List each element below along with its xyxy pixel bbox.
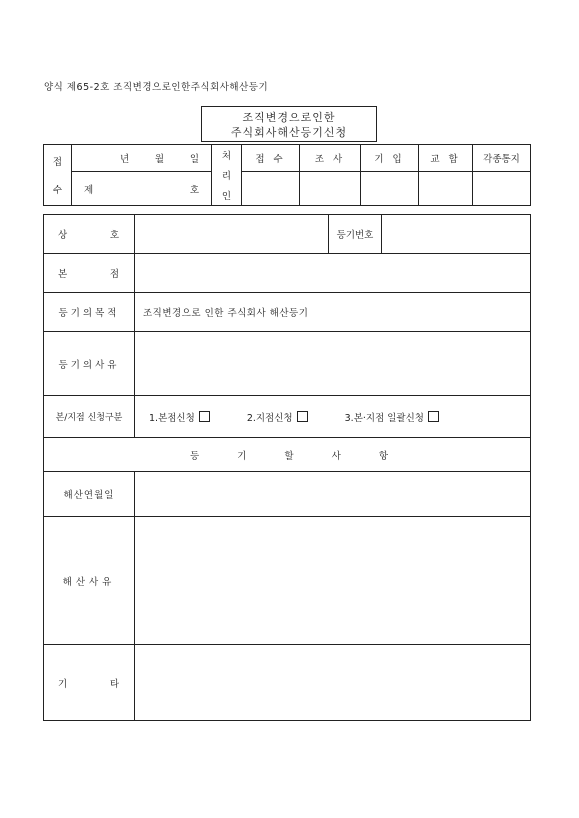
- option-both-label: 3.본·지점 일괄신청: [344, 412, 424, 424]
- dissolution-reason-label: 해산사유: [44, 517, 135, 645]
- trade-name-field[interactable]: [135, 215, 329, 254]
- checkbox-both[interactable]: [428, 411, 439, 422]
- investigation-stamp-cell[interactable]: [300, 172, 361, 206]
- dissolution-date-label: 해산연월일: [44, 472, 135, 517]
- number-prefix: 제: [84, 184, 94, 196]
- checkbox-head-office[interactable]: [199, 411, 210, 422]
- reception-char-1: 접: [52, 157, 63, 168]
- other-label: 기 타: [44, 645, 135, 721]
- title-line-1: 조직변경으로인한: [242, 111, 336, 124]
- dissolution-date-field[interactable]: [135, 472, 531, 517]
- option-both[interactable]: [345, 413, 439, 424]
- processing-header: [212, 145, 242, 206]
- year-label: 년: [120, 154, 130, 165]
- other-field[interactable]: [135, 645, 531, 721]
- application-type-label: 본/지점 신청구분: [44, 396, 135, 438]
- registration-number-field[interactable]: [382, 215, 531, 254]
- cause-label: 등기의사유: [44, 332, 135, 396]
- col-collation: 교 합: [419, 145, 473, 172]
- head-office-field[interactable]: [135, 254, 531, 293]
- cause-field[interactable]: [135, 332, 531, 396]
- application-type-options: [135, 396, 531, 438]
- dissolution-reason-field[interactable]: [135, 517, 531, 645]
- purpose-label: 등기의목적: [44, 293, 135, 332]
- option-head-office-label: 1.본점신청: [149, 412, 195, 424]
- purpose-value: 조직변경으로 인한 주식회사 해산등기: [135, 293, 531, 332]
- reception-header: [44, 145, 72, 206]
- reception-char-2: 수: [52, 185, 63, 196]
- form-id: 양식 제65-2호 조직변경으로인한주식회사해산등기: [44, 82, 269, 93]
- notices-stamp-cell[interactable]: [473, 172, 531, 206]
- heading-char-5: 항: [378, 450, 388, 462]
- head-office-label: 본 점: [44, 254, 135, 293]
- date-cell[interactable]: [72, 145, 212, 172]
- title-line-2: 주식회사해산등기신청: [230, 126, 348, 139]
- reception-table: [43, 144, 531, 206]
- day-label: 일: [189, 154, 199, 165]
- month-label: 월: [154, 154, 165, 165]
- col-notices: 각종통지: [473, 145, 531, 172]
- reception-stamp-cell[interactable]: [242, 172, 300, 206]
- number-suffix: 호: [189, 184, 199, 196]
- trade-name-label: 상 호: [44, 215, 135, 254]
- col-reception: 접 수: [242, 145, 300, 172]
- option-head-office[interactable]: [149, 413, 210, 424]
- registration-number-label: 등기번호: [329, 215, 382, 254]
- checkbox-branch[interactable]: [297, 411, 308, 422]
- collation-stamp-cell[interactable]: [419, 172, 473, 206]
- processing-char-3: 인: [221, 191, 232, 202]
- number-cell[interactable]: [72, 172, 212, 206]
- heading-char-2: 기: [237, 450, 247, 462]
- heading-char-3: 할: [284, 450, 294, 462]
- option-branch-label: 2.지점신청: [246, 412, 293, 424]
- application-table: [43, 214, 531, 721]
- form-title: [201, 106, 377, 142]
- heading-char-1: 등: [190, 450, 200, 462]
- registration-items-heading: [44, 438, 531, 472]
- col-investigation: 조 사: [300, 145, 361, 172]
- option-branch[interactable]: [247, 413, 308, 424]
- col-entry: 기 입: [361, 145, 419, 172]
- heading-char-4: 사: [331, 450, 341, 462]
- entry-stamp-cell[interactable]: [361, 172, 419, 206]
- processing-char-2: 리: [221, 171, 232, 182]
- processing-char-1: 처: [221, 151, 232, 162]
